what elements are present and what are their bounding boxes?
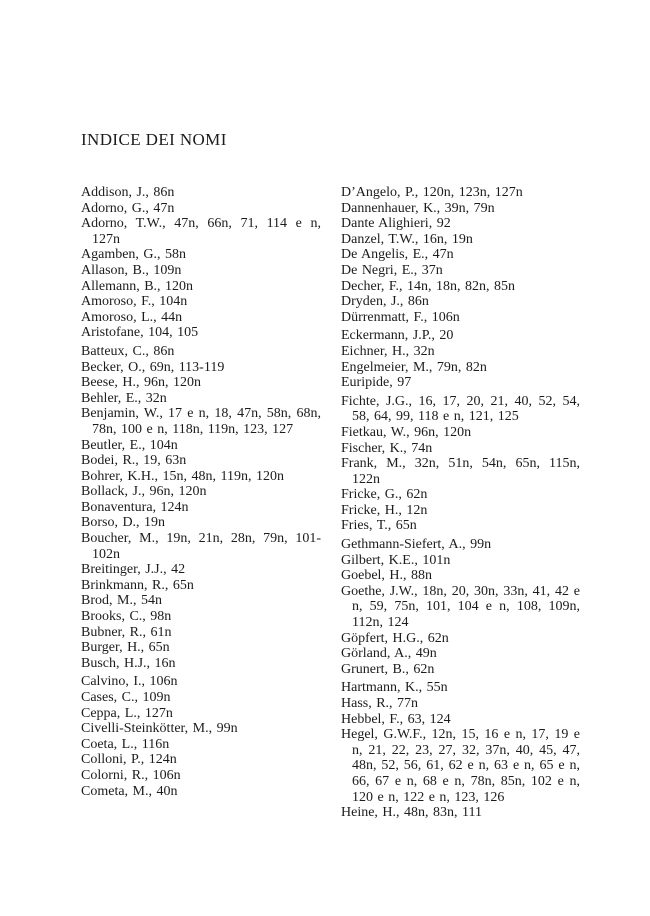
index-entry: Aristofane, 104, 105 — [81, 325, 199, 341]
index-entry: Coeta, L., 116n — [81, 736, 170, 752]
index-entry: Dante Alighieri, 92 — [341, 216, 451, 232]
index-entry: Adorno, G., 47n — [81, 200, 175, 216]
index-entry: Brinkmann, R., 65n — [81, 577, 194, 593]
index-entry: Goebel, H., 88n — [341, 568, 433, 584]
index-entry: Batteux, C., 86n — [81, 343, 175, 359]
index-entry: Breitinger, J.J., 42 — [81, 562, 186, 578]
index-entry: Bohrer, K.H., 15n, 48n, 119n, 120n — [81, 468, 285, 484]
index-entry: Eichner, H., 32n — [341, 343, 435, 359]
index-entry: Adorno, T.W., 47n, 66n, 71, 114 e n, 127n — [81, 216, 321, 247]
index-entry: Hartmann, K., 55n — [341, 680, 448, 696]
index-entry: Danzel, T.W., 16n, 19n — [341, 231, 473, 247]
index-entry: Grunert, B., 62n — [341, 661, 435, 677]
index-entry: Agamben, G., 58n — [81, 247, 187, 263]
index-entry: Behler, E., 32n — [81, 390, 167, 406]
index-entry: Bonaventura, 124n — [81, 499, 189, 515]
index-entry: Ceppa, L., 127n — [81, 705, 173, 721]
index-entry: Decher, F., 14n, 18n, 82n, 85n — [341, 278, 516, 294]
index-entry: Engelmeier, M., 79n, 82n — [341, 359, 487, 375]
index-entry: Fries, T., 65n — [341, 518, 417, 534]
index-entry: Beese, H., 96n, 120n — [81, 375, 202, 391]
index-entry: De Angelis, E., 47n — [341, 247, 454, 263]
index-entry: Calvino, I., 106n — [81, 674, 178, 690]
index-entry: Görland, A., 49n — [341, 646, 437, 662]
index-entry: Bodei, R., 19, 63n — [81, 453, 187, 469]
index-entry: Cases, C., 109n — [81, 690, 171, 705]
index-entry: Colloni, P., 124n — [81, 752, 177, 768]
index-entry: Cometa, M., 40n — [81, 783, 178, 799]
page-title: INDICE DEI NOMI — [81, 130, 227, 149]
index-entry: Hass, R., 77n — [341, 696, 419, 711]
index-entry: Brooks, C., 98n — [81, 609, 172, 625]
index-entry: Göpfert, H.G., 62n — [341, 630, 449, 646]
index-column-left — [81, 185, 321, 799]
index-entry: Civelli-Steinkötter, M., 99n — [81, 721, 238, 737]
index-entry: Gilbert, K.E., 101n — [341, 552, 451, 568]
index-entry: Addison, J., 86n — [81, 185, 175, 200]
index-entry: Fricke, H., 12n — [341, 502, 428, 518]
index-entry: Dannenhauer, K., 39n, 79n — [341, 200, 495, 216]
index-entry: Hebbel, F., 63, 124 — [341, 711, 451, 727]
index-entry: D’Angelo, P., 120n, 123n, 127n — [341, 185, 523, 200]
index-entry: Amoroso, L., 44n — [81, 309, 183, 325]
index-entry: Fietkau, W., 96n, 120n — [341, 424, 472, 440]
index-entry: Boucher, M., 19n, 21n, 28n, 79n, 101-102n — [81, 531, 321, 562]
index-entry: Frank, M., 32n, 51n, 54n, 65n, 115n, 122n — [341, 456, 580, 487]
index-entry: Hegel, G.W.F., 12n, 15, 16 e n, 17, 19 e n, 21, 22, 23, 27, 32, 37n, 40, 45, 47, 48n, 52, 56, 61, 62 e n, 63 e n, 65 e n, 66, 67 e n, 68 e n, 78n, 85n, 102 e n, 120 e n, 122 e n, 123, 126 — [341, 727, 580, 805]
index-entry: Heine, H., 48n, 83n, 111 — [341, 805, 482, 821]
index-entry: Allason, B., 109n — [81, 262, 182, 278]
index-entry: Borso, D., 19n — [81, 515, 166, 531]
index-entry: Allemann, B., 120n — [81, 278, 194, 294]
index-entry: Beutler, E., 104n — [81, 437, 178, 453]
index-entry: Euripide, 97 — [341, 375, 412, 391]
index-entry: Dürrenmatt, F., 106n — [341, 309, 460, 325]
index-entry: Busch, H.J., 16n — [81, 655, 176, 671]
index-entry: Bollack, J., 96n, 120n — [81, 484, 207, 500]
index-entry: Amoroso, F., 104n — [81, 294, 188, 310]
index-entry: Gethmann-Siefert, A., 99n — [341, 537, 492, 553]
index-entry: Fischer, K., 74n — [341, 440, 433, 456]
index-entry: Fricke, G., 62n — [341, 487, 428, 503]
index-entry: Burger, H., 65n — [81, 640, 170, 656]
index-entry: Colorni, R., 106n — [81, 767, 181, 783]
index-entry: De Negri, E., 37n — [341, 262, 443, 278]
index-entry: Eckermann, J.P., 20 — [341, 328, 454, 344]
index-entry: Brod, M., 54n — [81, 593, 162, 609]
index-column-right — [341, 185, 580, 821]
index-entry: Dryden, J., 86n — [341, 294, 429, 310]
index-entry: Fichte, J.G., 16, 17, 20, 21, 40, 52, 54, 58, 64, 99, 118 e n, 121, 125 — [341, 393, 580, 425]
index-entry: Benjamin, W., 17 e n, 18, 47n, 58n, 68n, 78n, 100 e n, 118n, 119n, 123, 127 — [81, 406, 321, 437]
index-entry: Bubner, R., 61n — [81, 624, 172, 640]
index-entry: Goethe, J.W., 18n, 20, 30n, 33n, 41, 42 e n, 59, 75n, 101, 104 e n, 108, 109n, 112n, 124 — [341, 583, 580, 631]
index-entry: Becker, O., 69n, 113-119 — [81, 359, 225, 375]
